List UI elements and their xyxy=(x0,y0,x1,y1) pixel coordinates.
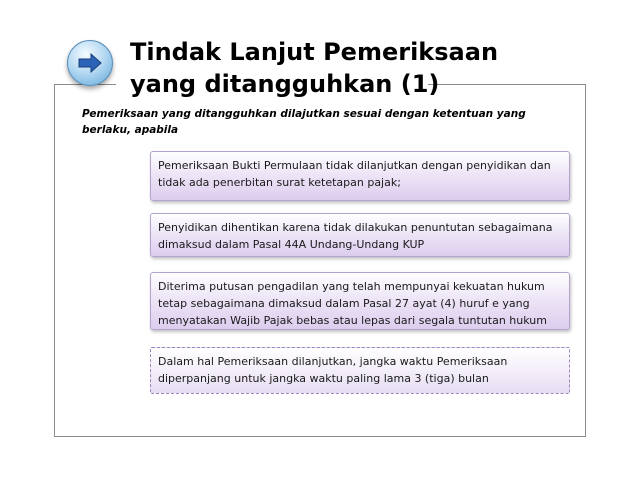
slide-subtitle: Pemeriksaan yang ditangguhkan dilajutkan sesuai dengan ketentuan yang berlaku, apabila xyxy=(82,108,526,136)
condition-box-3: Diterima putusan pengadilan yang telah mempunyai kekuatan hukum tetap sebagaimana dimaksud dalam Pasal 27 ayat (4) huruf e yang menyatakan Wajib Pajak bebas atau lepas dari segala tuntutan hukum xyxy=(150,272,570,330)
next-arrow-button[interactable] xyxy=(67,40,113,86)
extension-note-box: Dalam hal Pemeriksaan dilanjutkan, jangka waktu Pemeriksaan diperpanjang untuk jangka waktu paling lama 3 (tiga) bulan xyxy=(150,347,570,394)
arrow-right-icon xyxy=(78,53,102,73)
condition-box-2: Penyidikan dihentikan karena tidak dilakukan penuntutan sebagaimana dimaksud dalam Pasal 44A Undang-Undang KUP xyxy=(150,213,570,257)
slide-title: Tindak Lanjut Pemeriksaan yang ditangguhkan (1) xyxy=(130,38,499,98)
condition-box-1: Pemeriksaan Bukti Permulaan tidak dilanjutkan dengan penyidikan dan tidak ada penerbitan surat ketetapan pajak; xyxy=(150,151,570,201)
